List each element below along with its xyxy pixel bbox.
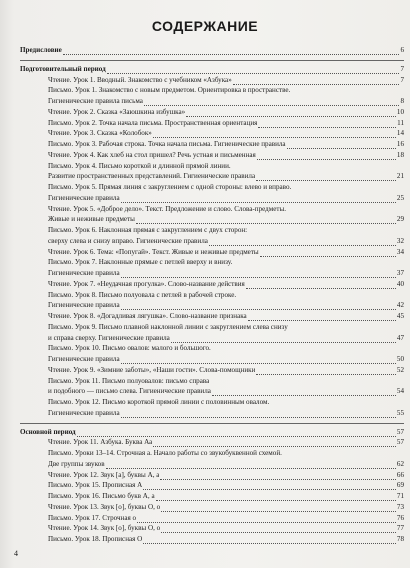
toc-entry-page: 66: [396, 470, 404, 479]
toc-entry: [20, 409, 404, 418]
toc-entry: [20, 119, 404, 128]
toc-entry-title: Гигиенические правила: [48, 301, 120, 310]
toc-entry-page: 47: [396, 333, 404, 342]
leader-dots: [143, 537, 396, 544]
toc-entry-title: Письмо. Урок 8. Письмо полуовала с петлей в рабочей строке.: [48, 290, 237, 299]
leader-dots: [258, 121, 396, 128]
leader-dots: [153, 440, 396, 447]
section-divider: [20, 60, 404, 61]
toc-entry-title: Гигиенические правила: [48, 408, 120, 417]
toc-entry: [20, 438, 404, 447]
toc-entry: [20, 291, 404, 300]
toc-entry-page: 37: [396, 269, 404, 277]
toc-entry: [20, 108, 404, 117]
toc-entry-page: 8: [400, 97, 404, 105]
toc-entry-title: Чтение. Урок 13. Звук [о], буквы О, о: [48, 502, 161, 511]
toc-entry-title: Письмо. Урок 10. Письмо овалов: малого и большого.: [48, 344, 211, 353]
toc-entry-page: 77: [396, 524, 404, 533]
toc-entry-page: 42: [396, 301, 404, 310]
toc-entry-title: Письмо. Урок 17. Строчная о: [48, 513, 137, 522]
leader-dots: [212, 389, 396, 396]
toc-entry-title: Чтение. Урок 6. Тема: «Попугай». Текст. Живые и неживые предметы: [48, 247, 259, 256]
toc-entry: [20, 366, 404, 375]
toc-entry: [20, 524, 404, 533]
toc-entry: [20, 237, 404, 246]
toc-entry: [20, 280, 404, 289]
leader-dots: [256, 368, 396, 375]
toc-entry-title: Подготовительный период: [20, 64, 106, 73]
leader-dots: [233, 78, 400, 85]
leader-dots: [246, 282, 396, 289]
toc-entry: [20, 503, 404, 512]
leader-dots: [106, 462, 396, 469]
toc-entry: [20, 334, 404, 343]
leader-dots: [156, 494, 396, 501]
toc-entry: [20, 151, 404, 160]
toc-entry-title: Предисловие: [20, 46, 62, 54]
toc-entry-title: Письмо. Урок 3. Рабочая строка. Точка начала письма. Гигиенические правила: [48, 140, 286, 148]
toc-entry-title: Гигиенические правила: [48, 269, 120, 277]
toc-entry-page: 34: [396, 247, 404, 256]
leader-dots: [121, 271, 396, 278]
leader-dots: [136, 217, 396, 224]
toc-entry: [20, 460, 404, 469]
leader-dots: [121, 303, 396, 310]
toc-entry-page: 52: [396, 365, 404, 374]
toc-entry-title: Чтение. Урок 4. Как хлеб на стол пришел? Речь устная и письменная: [48, 150, 256, 159]
toc-section: [20, 428, 404, 437]
leader-dots: [248, 314, 396, 321]
toc-entry: [20, 312, 404, 321]
leader-dots: [144, 99, 400, 106]
toc-entry-page: 21: [396, 172, 404, 181]
toc-entry-title: Чтение. Урок 11. Азбука. Буква Аа: [48, 438, 153, 447]
toc-entry-title: Письмо. Уроки 13–14. Строчная а. Начало работы со звукобуквенной схемой.: [48, 449, 282, 457]
toc-entry-title: Письмо. Урок 1. Знакомство с новым предметом. Ориентировка в пространстве.: [48, 86, 291, 95]
toc-entry-title: Письмо. Урок 5. Прямая линия с закруглением с одной стороны: влево и вправо.: [48, 183, 292, 191]
toc-entry-page: 7: [400, 64, 404, 73]
toc-entry: [20, 301, 404, 310]
toc-entry-page: 45: [396, 312, 404, 320]
toc-entry-title: Основной период: [20, 427, 76, 436]
toc-entry-title: и подобного — письмо слева. Гигиенические правила: [48, 387, 211, 396]
toc-entry: [20, 162, 404, 171]
toc-entry: [20, 76, 404, 85]
leader-dots: [107, 67, 400, 74]
toc-entry-title: Письмо. Урок 16. Письмо букв А, а: [48, 492, 155, 500]
toc-entry-page: 40: [396, 279, 404, 288]
toc-entry: [20, 258, 404, 267]
toc-entry-page: 6: [400, 46, 404, 54]
toc-entry-title: Чтение. Урок 8. «Догадливая лягушка». Слово-название признака: [48, 312, 247, 320]
toc-entry-title: Гигиенические правила: [48, 355, 120, 363]
leader-dots: [63, 48, 400, 55]
toc-entry-title: Письмо. Урок 15. Прописная А: [48, 481, 143, 490]
toc-entry-title: Чтение. Урок 12. Звук [а], буквы А, а: [48, 470, 160, 479]
leader-dots: [161, 505, 396, 512]
toc-entry-title: Чтение. Урок 14. Звук [о], буквы О, о: [48, 524, 161, 533]
toc-entry-title: Чтение. Урок 7. «Неудачная прогулка». Слово-название действия: [48, 279, 245, 288]
page-number: 4: [14, 549, 18, 558]
toc-entry-title: и справа сверху. Гигиенические правила: [48, 333, 170, 342]
page-title: СОДЕРЖАНИЕ: [151, 18, 259, 34]
leader-dots: [256, 174, 396, 181]
toc-entry-page: 62: [396, 459, 404, 468]
leader-dots: [137, 516, 396, 523]
toc-entry: [20, 194, 404, 203]
toc-entry-page: 57: [396, 427, 404, 436]
toc-entry-title: Письмо. Урок 6. Наклонная прямая с закруглением с двух сторон:: [48, 226, 248, 234]
toc-entry-title: Чтение. Урок 9. «Зимние заботы», «Наши гости». Слова-помощники: [48, 365, 256, 374]
toc-entry-page: 54: [396, 387, 404, 396]
toc-entry-page: 10: [396, 107, 404, 116]
leader-dots: [161, 526, 396, 533]
toc-entry: [20, 535, 404, 544]
toc-entry-page: 11: [397, 118, 404, 127]
toc-entry-title: Чтение. Урок 5. «Доброе дело». Текст. Предложение и слово. Слова-предметы.: [48, 204, 287, 213]
leader-dots: [160, 473, 396, 480]
leader-dots: [153, 131, 396, 138]
toc-entry-title: Письмо. Урок 2. Точка начала письма. Пространственная ориентация: [48, 118, 258, 127]
leader-dots: [121, 411, 396, 418]
toc-entry-page: 25: [396, 193, 404, 202]
section-divider: [20, 423, 404, 424]
toc-entry-page: 57: [396, 438, 404, 447]
toc-section: [20, 46, 404, 55]
leader-dots: [77, 430, 396, 437]
toc-entry-page: 29: [396, 215, 404, 224]
toc-entry: [20, 514, 404, 523]
toc-entry-title: Гигиенические правила письма: [48, 97, 143, 105]
leader-dots: [257, 153, 396, 160]
toc-entry: [20, 449, 404, 458]
toc-entry: [20, 172, 404, 181]
toc-entry: [20, 129, 404, 138]
toc-entry-page: 14: [396, 129, 404, 138]
toc-entry-title: Две группы звуков: [48, 459, 105, 468]
toc-entry-page: 69: [396, 481, 404, 490]
leader-dots: [143, 483, 396, 490]
toc-entry-title: Письмо. Урок 11. Письмо полуовалов: письмо справа: [48, 376, 210, 385]
toc-entry: [20, 377, 404, 386]
toc-entry: [20, 398, 404, 407]
toc-section: [20, 65, 404, 74]
toc-entry: [20, 355, 404, 364]
toc-entry: [20, 323, 404, 332]
toc-entry-title: Чтение. Урок 1. Вводный. Знакомство с учебником «Азбука»: [48, 75, 232, 84]
leader-dots: [186, 110, 396, 117]
leader-dots: [121, 196, 396, 203]
toc-entry: [20, 471, 404, 480]
toc-entry-title: Письмо. Урок 18. Прописная О: [48, 535, 143, 543]
toc-entry-title: Письмо. Урок 12. Письмо короткой прямой линии с половинным овалом.: [48, 398, 270, 406]
toc-entry: [20, 226, 404, 235]
toc-entry-title: Живые и неживые предметы: [48, 215, 135, 224]
leader-dots: [260, 250, 396, 257]
toc-entry-page: 76: [396, 513, 404, 522]
toc-entry-page: 18: [396, 150, 404, 159]
toc-entry: [20, 140, 404, 149]
toc-entry: [20, 344, 404, 353]
toc-entry-page: 73: [396, 502, 404, 511]
toc-entry: [20, 387, 404, 396]
leader-dots: [121, 357, 396, 364]
toc-entry-title: Чтение. Урок 3. Сказка «Колобок»: [48, 129, 152, 138]
toc-entry: [20, 481, 404, 490]
toc-entry: [20, 86, 404, 95]
toc-entry-title: сверху слева и снизу вправо. Гигиенические правила: [48, 236, 208, 245]
toc-entry: [20, 205, 404, 214]
toc-entry-page: 50: [396, 355, 404, 363]
leader-dots: [171, 336, 396, 343]
leader-dots: [287, 142, 396, 149]
toc-entry-title: Гигиенические правила: [48, 193, 120, 202]
toc-entry-page: 32: [396, 236, 404, 245]
toc-entry: [20, 215, 404, 224]
toc-entry: [20, 269, 404, 278]
toc-entry: [20, 97, 404, 106]
toc-entry: [20, 248, 404, 257]
toc-entry: [20, 492, 404, 501]
toc-entry-title: Письмо. Урок 7. Наклонные прямые с петлей вверху и внизу.: [48, 258, 233, 267]
toc-entry-page: 7: [400, 75, 404, 84]
toc-entry-page: 55: [396, 408, 404, 417]
toc-entry-page: 78: [396, 535, 404, 543]
toc-entry-title: Письмо. Урок 9. Письмо плавной наклонной линии с закруглением слева снизу: [48, 322, 288, 331]
toc-entry: [20, 183, 404, 192]
toc-entry-page: 16: [396, 140, 404, 148]
toc-entry-page: 71: [396, 492, 404, 500]
toc-entry-title: Письмо. Урок 4. Письмо короткой и длинной прямой линии.: [48, 161, 231, 170]
toc-entry-title: Развитие пространственных представлений. Гигиенические правила: [48, 172, 256, 181]
leader-dots: [209, 239, 396, 246]
toc-entry-title: Чтение. Урок 2. Сказка «Заюшкина избушка»: [48, 107, 186, 116]
